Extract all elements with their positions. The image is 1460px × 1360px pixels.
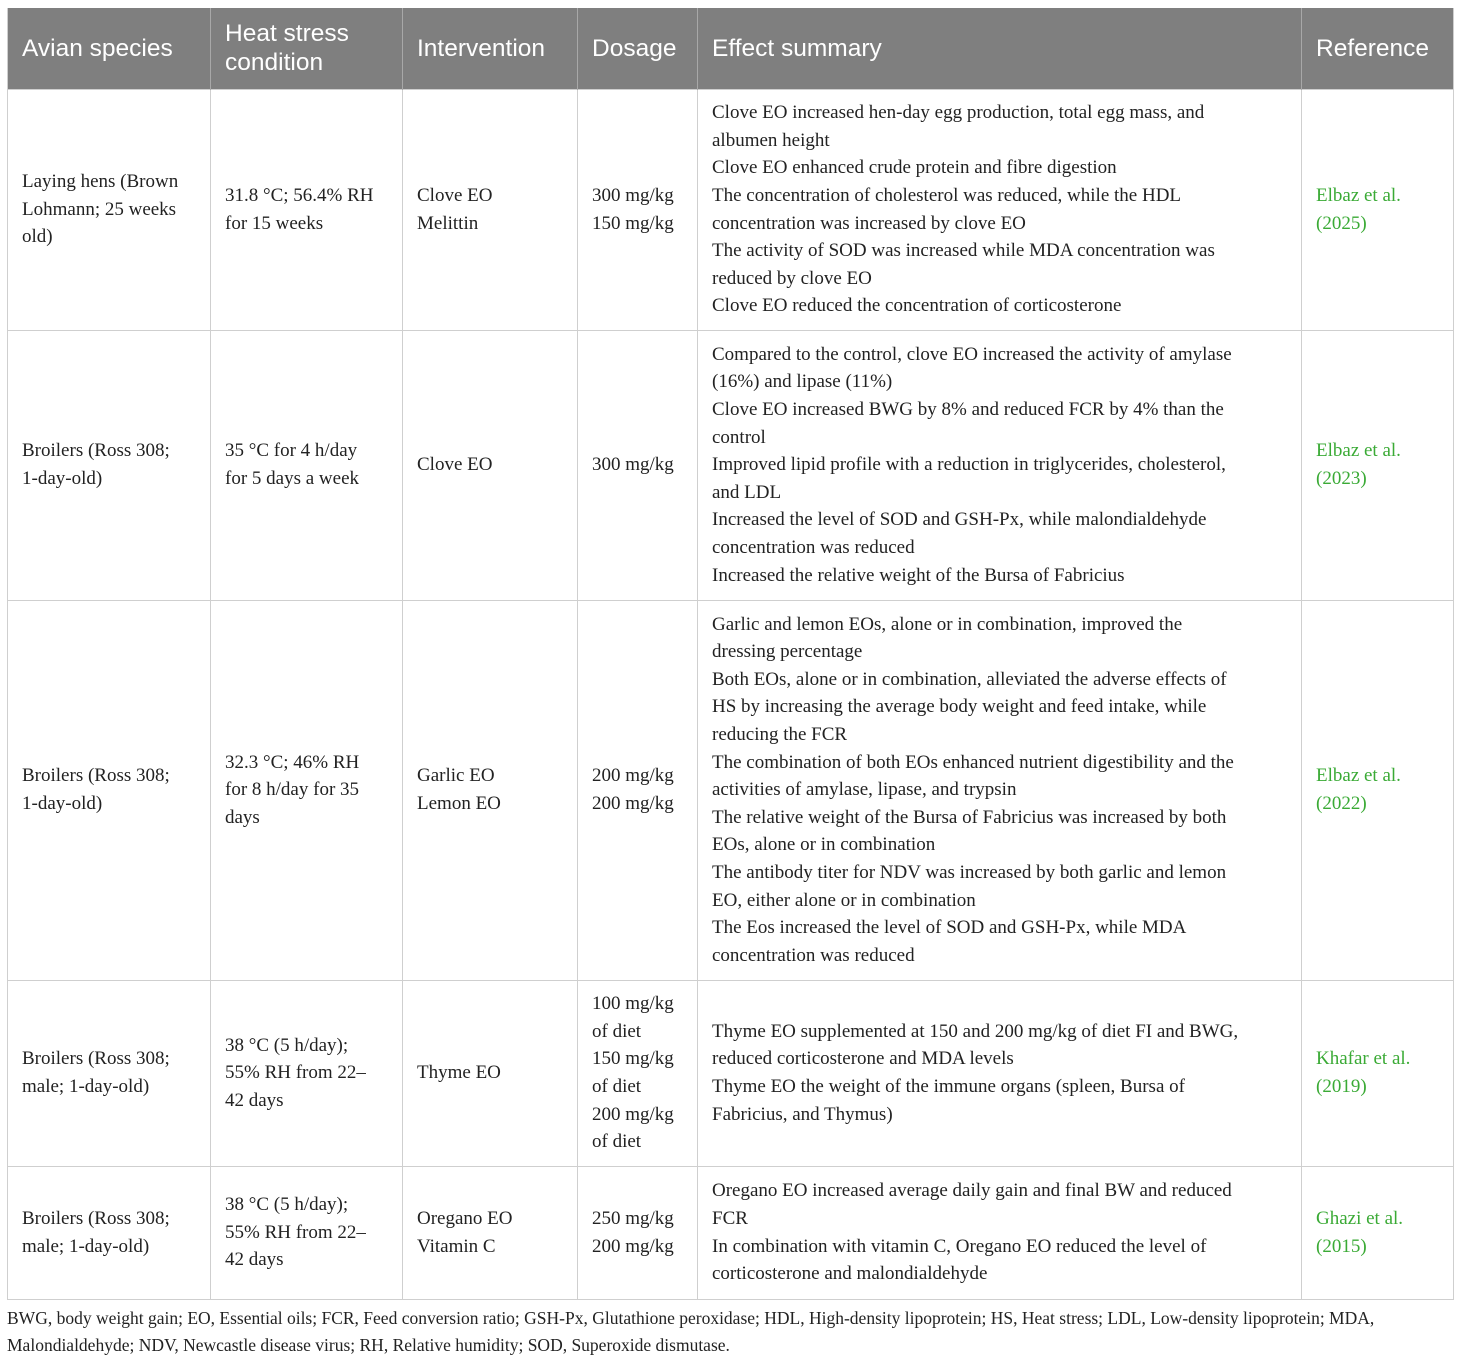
cell-line: 55% RH from 22– bbox=[225, 1221, 366, 1243]
cell-line: The Eos increased the level of SOD and GSH-Px, while MDA bbox=[712, 917, 1187, 939]
reference-author[interactable]: Elbaz et al. bbox=[1316, 440, 1401, 462]
cell-species bbox=[8, 600, 211, 980]
cell-line: old) bbox=[22, 226, 53, 248]
cell-line: of diet bbox=[592, 1076, 642, 1097]
cell-line: Clove EO reduced the concentration of corticosterone bbox=[712, 295, 1122, 317]
reference-author[interactable]: Elbaz et al. bbox=[1316, 184, 1401, 206]
cell-line: Clove EO enhanced crude protein and fibre digestion bbox=[712, 157, 1117, 179]
cell-line: reduced by clove EO bbox=[712, 267, 872, 289]
cell-line: Broilers (Ross 308; bbox=[22, 765, 170, 787]
cell-line: Oregano EO bbox=[417, 1207, 513, 1229]
header-avian-species: Avian species bbox=[8, 8, 211, 89]
cell-line: Garlic and lemon EOs, alone or in combination, improved the bbox=[712, 613, 1183, 635]
cell-line: Garlic EO bbox=[417, 765, 495, 787]
cell-line: HS by increasing the average body weight and feed intake, while bbox=[712, 696, 1207, 718]
cell-line: 42 days bbox=[225, 1249, 284, 1271]
reference-year[interactable]: (2015) bbox=[1316, 1235, 1367, 1257]
cell-effects bbox=[698, 980, 1302, 1166]
cell-condition bbox=[211, 330, 403, 600]
cell-species bbox=[8, 980, 211, 1166]
header-effect-summary: Effect summary bbox=[698, 8, 1302, 89]
cell-line: 38 °C (5 h/day); bbox=[225, 1034, 349, 1056]
cell-dosage bbox=[578, 89, 698, 330]
reference-link[interactable] bbox=[1302, 330, 1454, 600]
cell-effects bbox=[698, 1166, 1302, 1299]
cell-line: 200 mg/kg bbox=[592, 1235, 674, 1257]
header-reference: Reference bbox=[1302, 8, 1454, 89]
footnote-line: BWG, body weight gain; EO, Essential oils; FCR, Feed conversion ratio; GSH-Px, Glutathione peroxidase; HDL, High-density lipoprotein; HS, Heat stress; LDL, Low-density lipoprotein; MDA, bbox=[7, 1308, 1375, 1328]
cell-condition bbox=[211, 89, 403, 330]
reference-link[interactable] bbox=[1302, 1166, 1454, 1299]
cell-intervention bbox=[403, 330, 578, 600]
reference-author[interactable]: Elbaz et al. bbox=[1316, 765, 1401, 787]
cell-line: concentration was reduced bbox=[712, 536, 915, 558]
cell-line: activities of amylase, lipase, and trypsin bbox=[712, 779, 1017, 801]
cell-line: of diet bbox=[592, 1020, 642, 1042]
cell-line: 1-day-old) bbox=[22, 468, 103, 489]
cell-line: Broilers (Ross 308; bbox=[22, 1207, 170, 1229]
cell-line: (16%) and lipase (11%) bbox=[712, 371, 893, 393]
cell-effects bbox=[698, 600, 1302, 980]
header-dosage: Dosage bbox=[578, 8, 698, 89]
cell-condition bbox=[211, 1166, 403, 1299]
cell-line: male; 1-day-old) bbox=[22, 1235, 150, 1257]
cell-line: 150 mg/kg bbox=[592, 212, 674, 234]
cell-dosage bbox=[578, 1166, 698, 1299]
cell-line: 32.3 °C; 46% RH bbox=[225, 751, 360, 773]
cell-condition bbox=[211, 980, 403, 1166]
reference-year[interactable]: (2025) bbox=[1316, 212, 1367, 234]
reference-year[interactable]: (2022) bbox=[1316, 793, 1367, 814]
heat-stress-interventions-table bbox=[7, 8, 1454, 1300]
cell-line: for 5 days a week bbox=[225, 468, 360, 489]
cell-intervention bbox=[403, 600, 578, 980]
cell-line: Increased the level of SOD and GSH-Px, while malondialdehyde bbox=[712, 509, 1207, 531]
table-row bbox=[8, 1166, 1454, 1299]
cell-line: for 15 weeks bbox=[225, 212, 324, 234]
cell-line: reduced corticosterone and MDA levels bbox=[712, 1048, 1014, 1070]
reference-author[interactable]: Khafar et al. bbox=[1316, 1048, 1411, 1070]
cell-line: 200 mg/kg bbox=[592, 793, 674, 814]
reference-year[interactable]: (2023) bbox=[1316, 468, 1367, 489]
cell-line: Oregano EO increased average daily gain and final BW and reduced bbox=[712, 1180, 1232, 1202]
table-row bbox=[8, 330, 1454, 600]
cell-line: 1-day-old) bbox=[22, 793, 103, 814]
cell-dosage bbox=[578, 330, 698, 600]
cell-effects bbox=[698, 330, 1302, 600]
cell-line: albumen height bbox=[712, 129, 830, 151]
cell-line: concentration was increased by clove EO bbox=[712, 212, 1026, 234]
cell-line: 35 °C for 4 h/day bbox=[225, 440, 358, 462]
reference-author[interactable]: Ghazi et al. bbox=[1316, 1207, 1404, 1229]
cell-line: Thyme EO supplemented at 150 and 200 mg/kg of diet FI and BWG, bbox=[712, 1020, 1239, 1042]
table-container bbox=[7, 8, 1453, 1300]
cell-line: 31.8 °C; 56.4% RH bbox=[225, 184, 374, 206]
cell-line: 150 mg/kg bbox=[592, 1048, 674, 1070]
cell-dosage bbox=[578, 600, 698, 980]
cell-line: Lemon EO bbox=[417, 793, 501, 814]
cell-condition bbox=[211, 600, 403, 980]
reference-year[interactable]: (2019) bbox=[1316, 1076, 1367, 1097]
cell-line: Compared to the control, clove EO increased the activity of amylase bbox=[712, 343, 1232, 365]
cell-line: The combination of both EOs enhanced nutrient digestibility and the bbox=[712, 751, 1234, 773]
cell-line: 100 mg/kg bbox=[592, 993, 674, 1015]
cell-intervention bbox=[403, 89, 578, 330]
cell-line: male; 1-day-old) bbox=[22, 1076, 150, 1097]
cell-line: EOs, alone or in combination bbox=[712, 834, 936, 856]
cell-line: In combination with vitamin C, Oregano EO reduced the level of bbox=[712, 1235, 1207, 1257]
cell-line: 300 mg/kg bbox=[592, 454, 674, 476]
header-heat-stress-condition: Heat stress condition bbox=[211, 8, 403, 89]
cell-line: 42 days bbox=[225, 1089, 284, 1111]
cell-line: for 8 h/day for 35 bbox=[225, 779, 360, 801]
table-row bbox=[8, 600, 1454, 980]
cell-line: reducing the FCR bbox=[712, 724, 848, 746]
cell-line: 200 mg/kg bbox=[592, 1103, 674, 1125]
cell-line: Improved lipid profile with a reduction in triglycerides, cholesterol, bbox=[712, 454, 1226, 476]
cell-line: days bbox=[225, 806, 260, 828]
cell-line: concentration was reduced bbox=[712, 944, 915, 966]
cell-line: Laying hens (Brown bbox=[22, 171, 179, 193]
cell-line: of diet bbox=[592, 1131, 642, 1153]
table-row bbox=[8, 89, 1454, 330]
cell-line: The activity of SOD was increased while MDA concentration was bbox=[712, 240, 1215, 262]
reference-link[interactable] bbox=[1302, 980, 1454, 1166]
cell-line: Broilers (Ross 308; bbox=[22, 440, 170, 462]
cell-line: The antibody titer for NDV was increased by both garlic and lemon bbox=[712, 861, 1227, 883]
cell-line: The relative weight of the Bursa of Fabricius was increased by both bbox=[712, 806, 1227, 828]
cell-line: 38 °C (5 h/day); bbox=[225, 1194, 349, 1216]
cell-line: Vitamin C bbox=[417, 1235, 496, 1257]
cell-line: EO, either alone or in combination bbox=[712, 889, 976, 911]
cell-line: Clove EO increased BWG by 8% and reduced FCR by 4% than the bbox=[712, 399, 1224, 421]
reference-link[interactable] bbox=[1302, 89, 1454, 330]
cell-effects bbox=[698, 89, 1302, 330]
table-row bbox=[8, 980, 1454, 1166]
cell-line: Increased the relative weight of the Bursa of Fabricius bbox=[712, 564, 1125, 586]
cell-line: Clove EO increased hen-day egg production, total egg mass, and bbox=[712, 102, 1205, 124]
cell-species bbox=[8, 330, 211, 600]
cell-line: Broilers (Ross 308; bbox=[22, 1048, 170, 1070]
cell-intervention bbox=[403, 1166, 578, 1299]
cell-line: 300 mg/kg bbox=[592, 184, 674, 206]
table-footnote bbox=[7, 1305, 1453, 1359]
cell-line: control bbox=[712, 426, 766, 448]
cell-line: Lohmann; 25 weeks bbox=[22, 198, 177, 220]
cell-intervention bbox=[403, 980, 578, 1166]
cell-line: and LDL bbox=[712, 481, 782, 503]
header-intervention: Intervention bbox=[403, 8, 578, 89]
cell-line: dressing percentage bbox=[712, 641, 863, 663]
cell-species bbox=[8, 89, 211, 330]
cell-dosage bbox=[578, 980, 698, 1166]
cell-line: 55% RH from 22– bbox=[225, 1062, 366, 1084]
cell-line: Clove EO bbox=[417, 454, 493, 476]
cell-line: Thyme EO the weight of the immune organs (spleen, Bursa of bbox=[712, 1076, 1185, 1097]
cell-line: Thyme EO bbox=[417, 1062, 501, 1084]
cell-species bbox=[8, 1166, 211, 1299]
table-header-row bbox=[8, 8, 1454, 89]
cell-line: FCR bbox=[712, 1207, 748, 1229]
cell-line: 200 mg/kg bbox=[592, 765, 674, 787]
cell-line: Fabricius, and Thymus) bbox=[712, 1103, 893, 1125]
cell-line: Clove EO bbox=[417, 184, 493, 206]
cell-line: corticosterone and malondialdehyde bbox=[712, 1263, 988, 1285]
footnote-line: Malondialdehyde; NDV, Newcastle disease virus; RH, Relative humidity; SOD, Superoxide dismutase. bbox=[7, 1335, 730, 1355]
cell-line: Both EOs, alone or in combination, alleviated the adverse effects of bbox=[712, 668, 1227, 690]
reference-link[interactable] bbox=[1302, 600, 1454, 980]
cell-line: 250 mg/kg bbox=[592, 1207, 674, 1229]
cell-line: Melittin bbox=[417, 212, 479, 234]
cell-line: The concentration of cholesterol was reduced, while the HDL bbox=[712, 184, 1182, 206]
